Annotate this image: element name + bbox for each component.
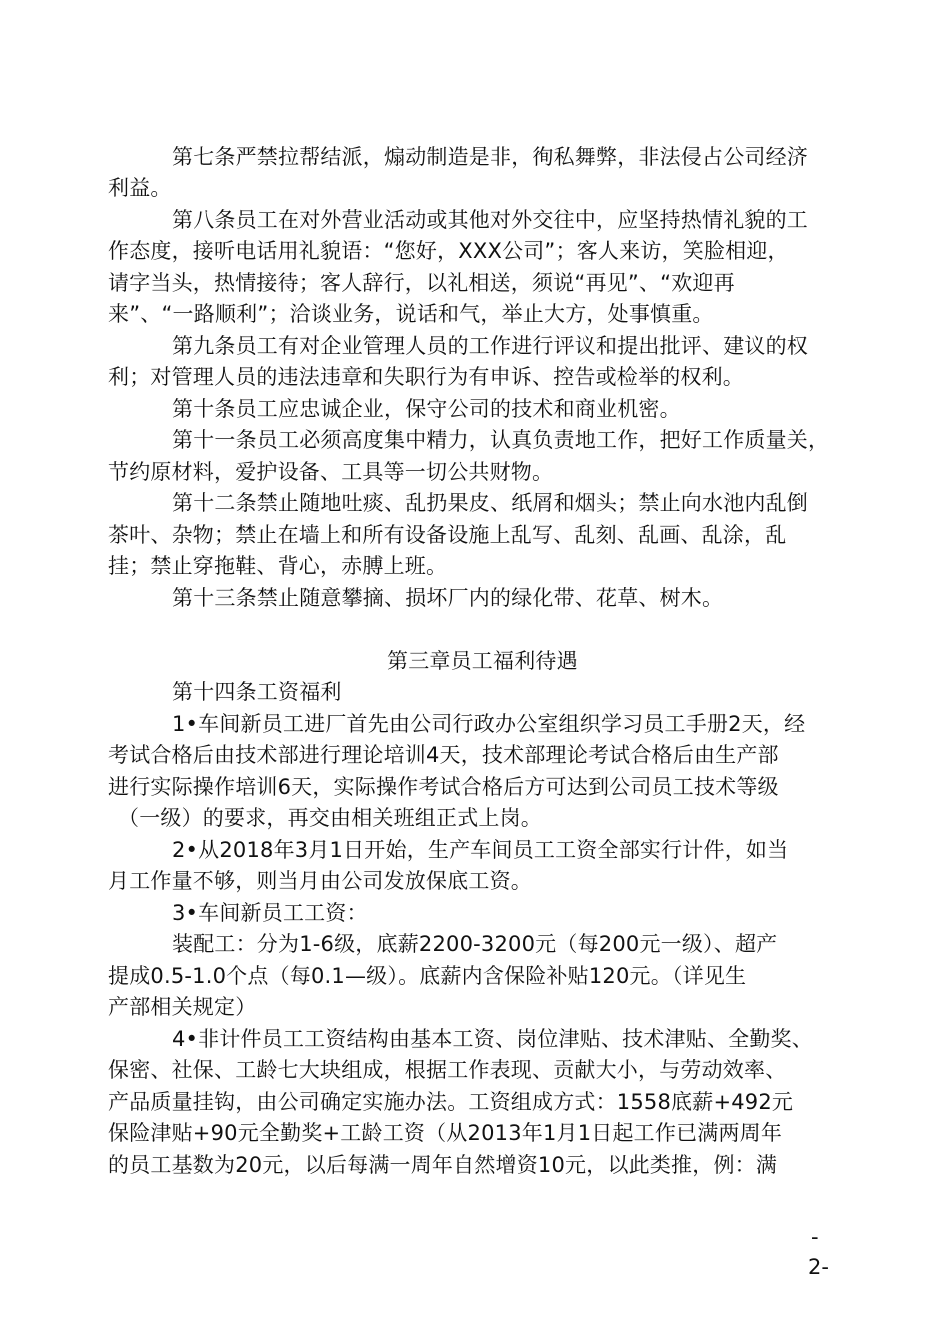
text-line: 利益。 (108, 176, 172, 200)
text-line: 挂；禁止穿拖鞋、背心，赤膊上班。 (108, 554, 448, 578)
text-line: 第十条员工应忠诚企业，保守公司的技术和商业机密。 (172, 397, 681, 421)
text-line: 第七条严禁拉帮结派，煽动制造是非，徇私舞弊，非法侵占公司经济 (172, 145, 808, 169)
text-line: 3•车间新员工工资： (172, 901, 368, 925)
text-line: 利；对管理人员的违法违章和失职行为有申诉、控告或检举的权利。 (108, 365, 744, 389)
text-line: 第十一条员工必须高度集中精力，认真负责地工作，把好工作质量关， (172, 428, 830, 452)
text-line: 进行实际操作培训6天，实际操作考试合格后方可达到公司员工技术等级 (108, 775, 779, 799)
text-line: 节约原材料，爱护设备、工具等一切公共财物。 (108, 460, 554, 484)
chapter-heading: 第三章员工福利待遇 (387, 649, 578, 673)
text-line: 4•非计件员工工资结构由基本工资、岗位津贴、技术津贴、全勤奖、 (172, 1027, 813, 1051)
text-line: 2•从2018年3月1日开始，生产车间员工工资全部实行计件，如当 (172, 838, 789, 862)
text-line: 请字当头，热情接待；客人辞行，以礼相送，须说“再见”、“欢迎再 (108, 271, 735, 295)
text-line: 的员工基数为20元，以后每满一周年自然增资10元，以此类推，例：满 (108, 1153, 778, 1177)
text-line: 第十三条禁止随意攀摘、损坏厂内的绿化带、花草、树木。 (172, 586, 724, 610)
page-number-dash: - (811, 1225, 819, 1249)
text-line: 提成0.5-1.0个点（每0.1—级）。底薪内含保险补贴120元。（详见生 (108, 964, 747, 988)
page-number: 2- (808, 1255, 829, 1279)
text-line: 第八条员工在对外营业活动或其他对外交往中，应坚持热情礼貌的工 (172, 208, 808, 232)
text-line: 装配工：分为1-6级，底薪2200-3200元（每200元一级）、超产 (172, 932, 778, 956)
text-line: 1•车间新员工进厂首先由公司行政办公室组织学习员工手册2天，经 (172, 712, 806, 736)
text-line: 第十二条禁止随地吐痰、乱扔果皮、纸屑和烟头；禁止向水池内乱倒 (172, 491, 808, 515)
text-line: 考试合格后由技术部进行理论培训4天，技术部理论考试合格后由生产部 (108, 743, 779, 767)
text-line: 保密、社保、工龄七大块组成，根据工作表现、贡献大小，与劳动效率、 (108, 1058, 787, 1082)
text-line: 第九条员工有对企业管理人员的工作进行评议和提出批评、建议的权 (172, 334, 808, 358)
text-line: （一级）的要求，再交由相关班组正式上岗。 (118, 806, 542, 830)
text-line: 产品质量挂钩，由公司确定实施办法。工资组成方式：1558底薪+492元 (108, 1090, 794, 1114)
text-line: 产部相关规定） (108, 995, 257, 1019)
text-line: 茶叶、杂物；禁止在墙上和所有设备设施上乱写、乱刻、乱画、乱涂，乱 (108, 523, 787, 547)
text-line: 第十四条工资福利 (172, 680, 342, 704)
text-line: 作态度，接听电话用礼貌语：“您好，XXX公司”；客人来访，笑脸相迎， (108, 239, 789, 263)
text-line: 月工作量不够，则当月由公司发放保底工资。 (108, 869, 532, 893)
text-line: 保险津贴+90元全勤奖+工龄工资（从2013年1月1日起工作已满两周年 (108, 1121, 783, 1145)
text-line: 来”、“一路顺利”；洽谈业务，说话和气，举止大方，处事慎重。 (108, 302, 714, 326)
